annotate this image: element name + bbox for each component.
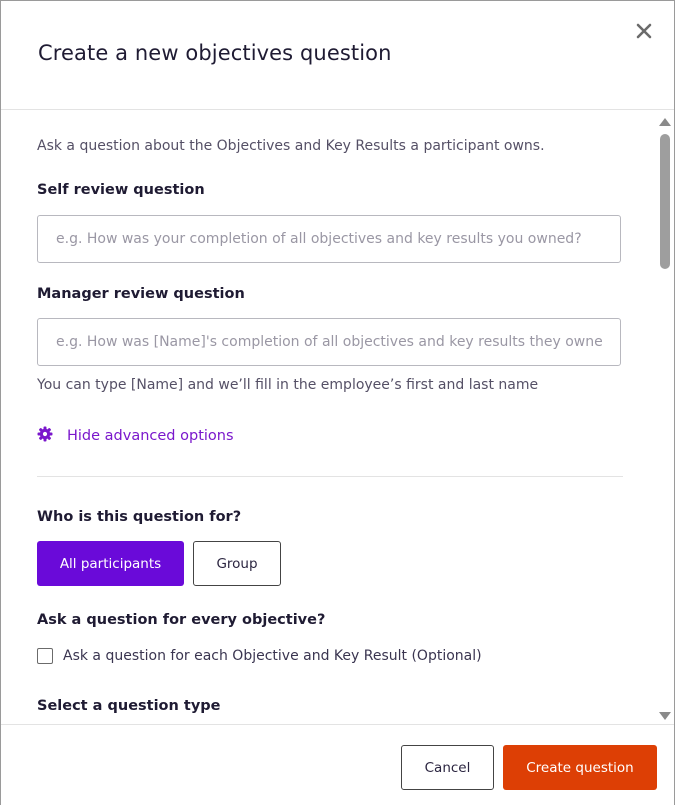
modal-title: Create a new objectives question [38,41,392,65]
every-objective-checkbox-label: Ask a question for each Objective and Key Result (Optional) [63,648,482,664]
hide-advanced-options-label: Hide advanced options [67,428,234,444]
create-question-button[interactable]: Create question [503,745,657,790]
every-objective-checkbox[interactable] [37,648,53,664]
scroll-down-arrow-icon[interactable] [659,712,671,720]
cancel-button[interactable]: Cancel [401,745,494,790]
name-hint: You can type [Name] and we’ll fill in the employee’s first and last name [37,377,539,393]
section-divider [37,476,623,477]
audience-label: Who is this question for? [37,509,242,525]
scrollbar[interactable] [656,110,674,724]
gear-icon [37,426,67,446]
close-icon[interactable] [632,19,656,43]
modal-header [1,1,674,110]
all-participants-button[interactable]: All participants [37,541,184,586]
modal-content [1,110,657,724]
scroll-up-arrow-icon[interactable] [659,118,671,126]
every-objective-label: Ask a question for every objective? [37,612,326,628]
self-review-input[interactable] [37,215,621,263]
modal-footer [1,724,674,805]
every-objective-checkbox-row[interactable] [37,648,482,664]
scrollbar-thumb[interactable] [660,134,670,269]
self-review-label: Self review question [37,182,205,198]
manager-review-label: Manager review question [37,286,245,302]
question-type-label: Select a question type [37,698,221,714]
manager-review-input[interactable] [37,318,621,366]
hide-advanced-options-link[interactable] [37,426,234,446]
group-button[interactable]: Group [193,541,281,586]
intro-text: Ask a question about the Objectives and Key Results a participant owns. [37,138,545,154]
